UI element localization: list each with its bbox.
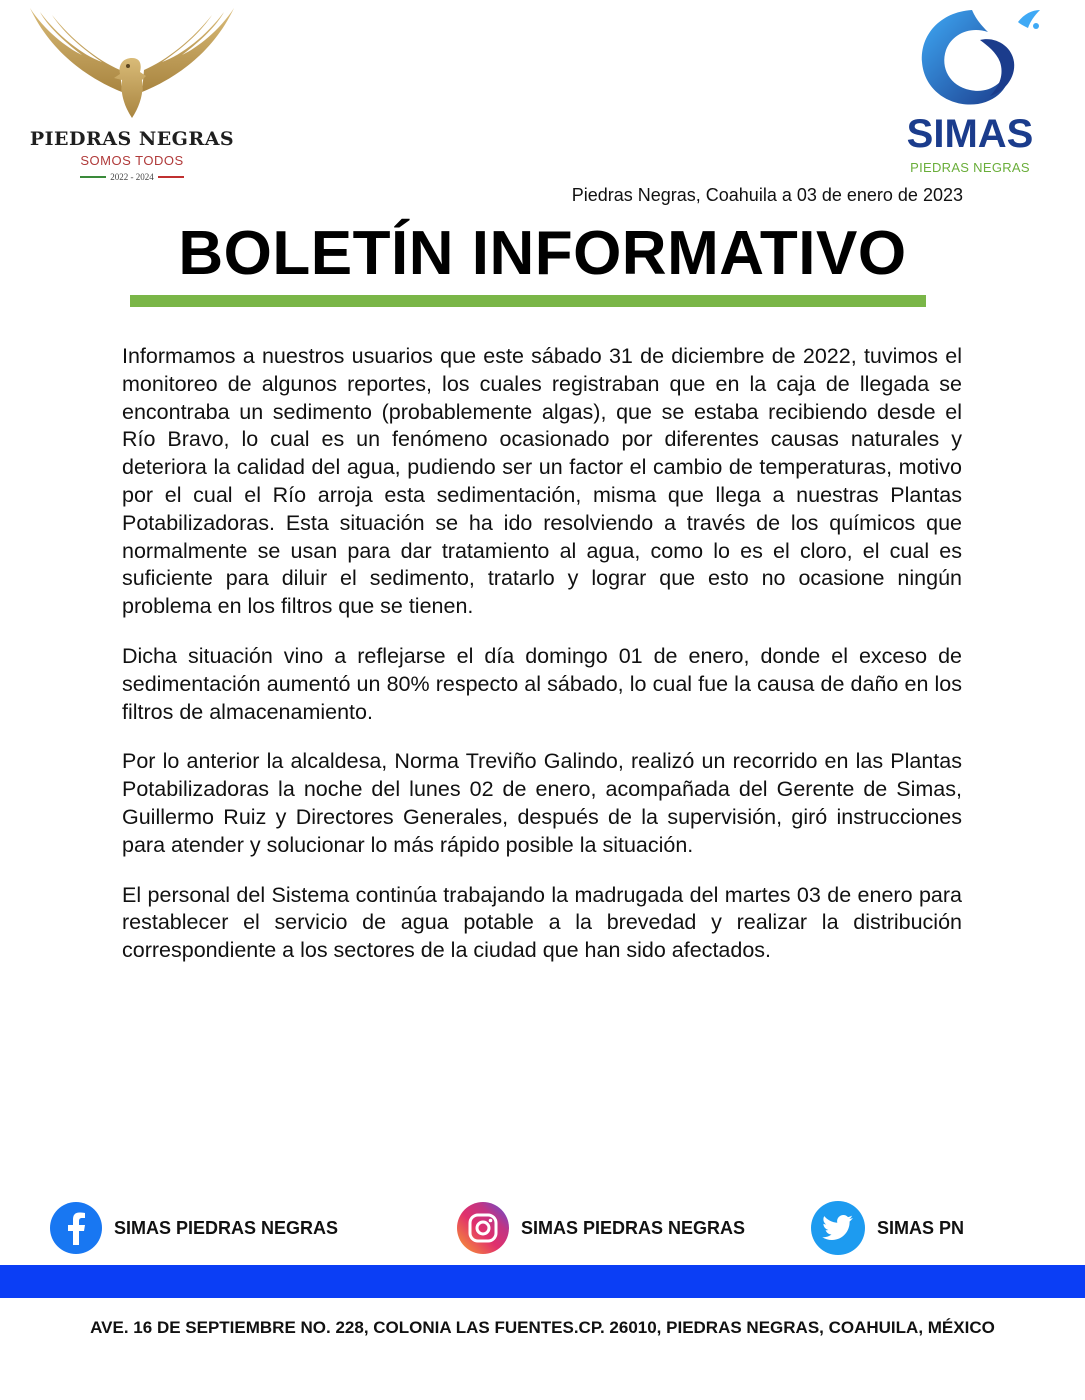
dateline: Piedras Negras, Coahuila a 03 de enero de 2023	[571, 185, 963, 205]
city-name: PIEDRAS NEGRAS	[29, 128, 235, 150]
facebook-label: SIMAS PIEDRAS NEGRAS	[114, 1217, 339, 1238]
paragraph-3: Por lo anterior la alcaldesa, Norma Treviño Galindo, realizó un recorrido en las Plantas Potabilizadoras la noche del lunes 02 de enero, acompañada del Gerente de Simas, Guillermo Ruiz y Directores Generales, después de la supervisión, giró instrucciones para atender y solucionar lo más rápido posible la situación.	[122, 749, 962, 857]
red-dash	[158, 176, 184, 178]
instagram-icon	[457, 1202, 509, 1254]
years-text: 2022 - 2024	[110, 172, 154, 182]
facebook-icon	[50, 1202, 102, 1254]
paragraph-1: Informamos a nuestros usuarios que este sábado 31 de diciembre de 2022, tuvimos el monitoreo de algunos reportes, los cuales registraban que en la caja de llegada se encontraba un sedimento (probablemente algas), que se estaba recibiendo desde el Río Bravo, lo cual es un fenómeno ocasionado por diferentes causas naturales y deteriora la calidad del agua, pudiendo ser un factor el cambio de temperaturas, motivo por el cual el Río arroja esta sedimentación, misma que llega a nuestras Plantas Potabilizadoras. Esta situación se ha ido resolviendo a través de los químicos que normalmente se usan para dar tratamiento al agua, como lo es el cloro, el cual es suficiente para diluir el sedimento, tratarlo y lograr que esto no ocasione ningún problema en los filtros que se tienen.	[122, 344, 962, 619]
twitter-icon	[811, 1201, 865, 1255]
simas-logo	[890, 0, 1060, 180]
water-swirl-icon	[900, 0, 1050, 115]
bulletin-body	[122, 343, 962, 987]
twitter-link[interactable]	[811, 1200, 964, 1256]
page-title: BOLETÍN INFORMATIVO	[178, 219, 907, 288]
city-tagline: SOMOS TODOS	[80, 153, 184, 168]
simas-wordmark: SIMAS	[906, 112, 1034, 156]
footer-band	[0, 1265, 1085, 1298]
instagram-link[interactable]	[457, 1200, 745, 1256]
paragraph-4: El personal del Sistema continúa trabajando la madrugada del martes 03 de enero para restablecer el servicio de agua potable a la brevedad y realizar la distribución correspondiente a los sectores de la ciudad que han sido afectados.	[122, 882, 962, 963]
simas-subtitle: PIEDRAS NEGRAS	[910, 160, 1030, 175]
title-underline	[130, 295, 926, 307]
piedras-negras-logo	[22, 0, 242, 190]
green-dash	[80, 176, 106, 178]
facebook-link[interactable]	[50, 1200, 338, 1256]
footer-address: AVE. 16 DE SEPTIEMBRE NO. 228, COLONIA LAS FUENTES.CP. 26010, PIEDRAS NEGRAS, COAHUILA, MÉXICO	[90, 1318, 995, 1337]
admin-years	[72, 170, 192, 184]
eagle-icon	[22, 0, 242, 125]
instagram-label: SIMAS PIEDRAS NEGRAS	[521, 1217, 746, 1238]
paragraph-2: Dicha situación vino a reflejarse el día domingo 01 de enero, donde el exceso de sedimentación aumentó un 80% respecto al sábado, lo cual fue la causa de daño en los filtros de almacenamiento.	[122, 643, 962, 724]
twitter-label: SIMAS PN	[877, 1217, 965, 1238]
